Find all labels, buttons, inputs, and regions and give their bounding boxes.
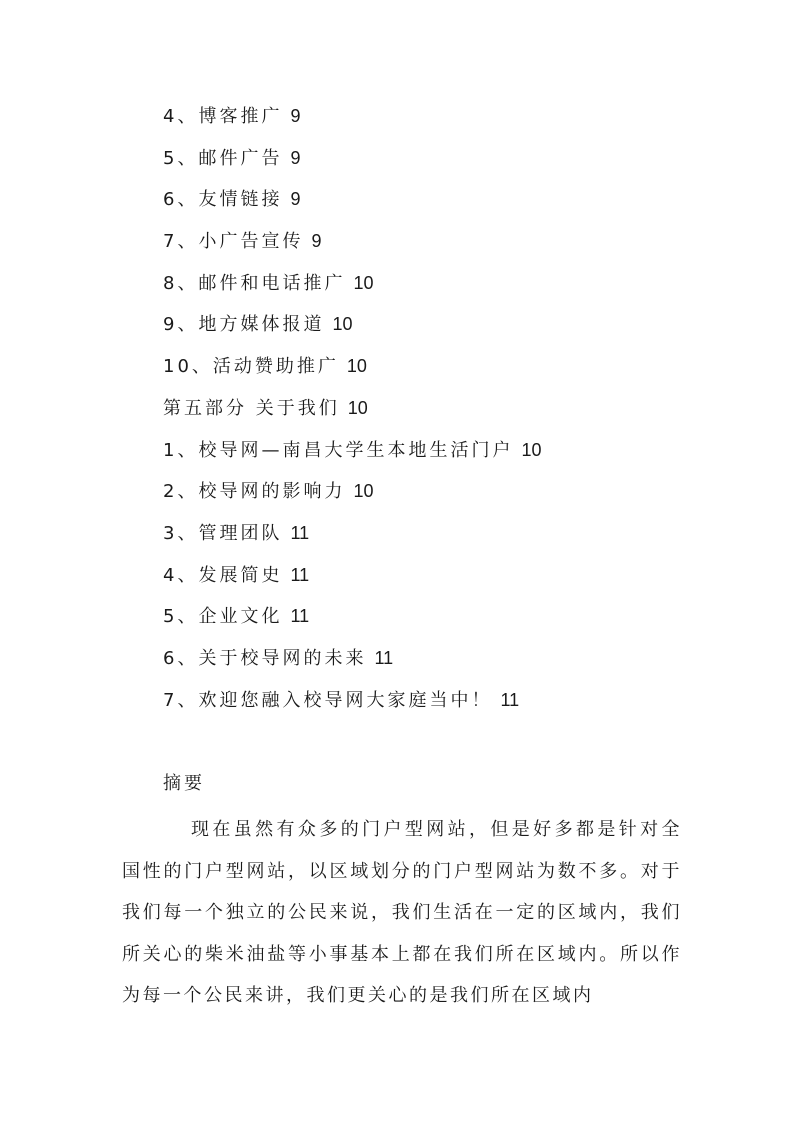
toc-entry-page: 10	[346, 356, 367, 377]
toc-entry[interactable]	[163, 475, 723, 517]
toc-entry-label: 6、友情链接	[163, 189, 283, 211]
toc-entry[interactable]	[163, 600, 723, 642]
toc-entry-label: 2、校导网的影响力	[163, 481, 346, 503]
toc-entry-page: 10	[347, 397, 368, 418]
toc-entry-page: 11	[290, 606, 310, 627]
toc-entry[interactable]	[163, 267, 723, 309]
toc-entry-label: 7、小广告宣传	[163, 231, 304, 253]
toc-entry-page: 9	[311, 231, 322, 252]
toc-entry-label: 6、关于校导网的未来	[163, 647, 367, 669]
toc-entry[interactable]	[163, 142, 723, 184]
toc-entry[interactable]	[163, 517, 723, 559]
toc-entry-page: 11	[290, 522, 310, 543]
toc-entry-label: 7、欢迎您融入校导网大家庭当中！	[163, 689, 493, 711]
toc-entry[interactable]	[163, 684, 723, 726]
abstract-heading: 摘要	[163, 773, 205, 794]
toc-entry-label: 1、校导网—南昌大学生本地生活门户	[163, 439, 514, 461]
toc-entry[interactable]	[163, 225, 723, 267]
toc-entry-page: 9	[290, 189, 301, 210]
table-of-contents	[163, 100, 723, 725]
toc-entry-page: 11	[290, 564, 310, 585]
toc-entry-page: 10	[521, 439, 542, 460]
toc-section-heading[interactable]	[163, 392, 723, 434]
toc-entry-page: 9	[290, 147, 301, 168]
toc-entry-page: 10	[332, 314, 353, 335]
toc-entry-label: 4、博客推广	[163, 106, 283, 127]
toc-entry-label: 5、企业文化	[163, 606, 283, 628]
toc-entry-page: 9	[290, 106, 301, 126]
toc-entry[interactable]	[163, 308, 723, 350]
toc-entry-label: 3、管理团队	[163, 522, 283, 544]
toc-entry-label: 5、邮件广告	[163, 147, 283, 169]
abstract-paragraph: 现在虽然有众多的门户型网站，但是好多都是针对全国性的门户型网站，以区域划分的门户型网站为数不多。对于我们每一个独立的公民来说，我们生活在一定的区域内，我们所关心的柴米油盐等小事基本上都在我们所在区域内。所以作为每一个公民来讲，我们更关心的是我们所在区域内	[122, 819, 682, 1006]
toc-entry-label: 10、活动赞助推广	[163, 356, 339, 378]
toc-entry-label: 第五部分 关于我们	[163, 397, 340, 419]
toc-entry-page: 11	[374, 647, 394, 668]
toc-entry[interactable]	[163, 183, 723, 225]
toc-entry[interactable]	[163, 559, 723, 601]
toc-entry[interactable]	[163, 434, 723, 476]
toc-entry-page: 11	[500, 689, 520, 710]
toc-entry[interactable]	[163, 100, 723, 142]
toc-entry[interactable]	[163, 350, 723, 392]
toc-entry-label: 9、地方媒体报道	[163, 314, 325, 336]
toc-entry-label: 8、邮件和电话推广	[163, 272, 346, 294]
toc-entry[interactable]	[163, 642, 723, 684]
toc-entry-page: 10	[353, 272, 374, 293]
toc-entry-page: 10	[353, 481, 374, 502]
toc-entry-label: 4、发展简史	[163, 564, 283, 586]
